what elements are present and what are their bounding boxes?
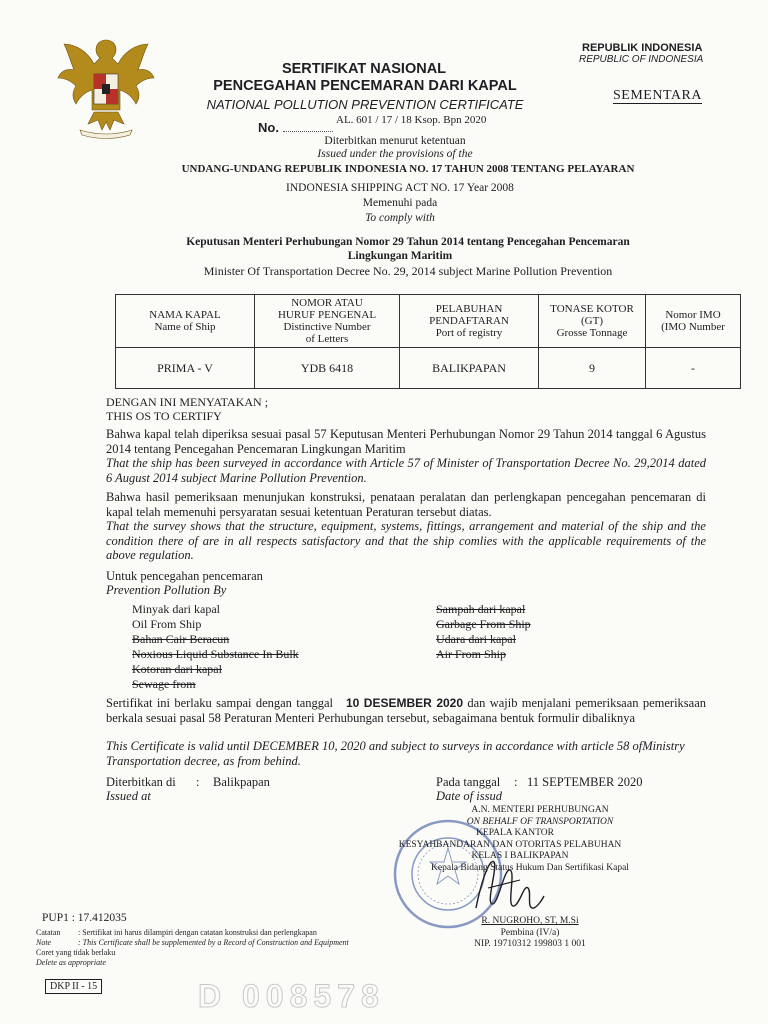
header-gross-tonnage: TONASE KOTOR (GT) Grosse Tonnage	[539, 295, 646, 348]
signature-icon	[468, 848, 548, 920]
title-line2: PENCEGAHAN PENCEMARAN DARI KAPAL	[213, 78, 517, 94]
ship-table-header-row	[116, 295, 741, 348]
status-sementara: SEMENTARA	[613, 88, 702, 103]
header-name-of-ship: NAMA KAPAL Name of Ship	[116, 295, 255, 348]
prevention-title-id: Untuk pencegahan pencemaran	[106, 569, 263, 583]
signatory-block: A.N. MENTERI PERHUBUNGAN ON BEHALF OF TRANSPORTATION KEPALA KANTOR KESYAHBANDARAN DAN OTORITAS PELABUHAN KELAS I BALIKPAPAN Kepala Bidang Status Hukum Dan Sertifikasi Kapal	[398, 805, 629, 873]
signatory-nip: NIP. 19710312 199803 1 001	[474, 939, 586, 949]
list-item: Noxious Liquid Substance In Bulk	[132, 647, 299, 661]
para1-en: That the ship has been surveyed in accordance with Article 57 of Minister of Transportation Decree No. 29,2014 dated 6 August 2014 subject Marine Pollution Prevention.	[106, 456, 706, 485]
header-imo-number: Nomor IMO (IMO Number	[646, 295, 741, 348]
republic-id: REPUBLIK INDONESIA	[582, 42, 703, 54]
signatory-name-block	[450, 916, 610, 951]
certify-line2: THIS OS TO CERTIFY	[106, 409, 222, 423]
date-value: 11 SEPTEMBER 2020	[527, 775, 643, 789]
issued-under-id: Diterbitkan menurut ketentuan	[324, 135, 466, 147]
title-en: NATIONAL POLLUTION PREVENTION CERTIFICATE	[206, 97, 524, 112]
date-label-id: Pada tanggal	[436, 775, 501, 789]
header-distinctive-number: NOMOR ATAU HURUF PENGENAL Distinctive Number of Letters	[255, 295, 400, 348]
signatory-rank: Pembina (IV/a)	[500, 927, 560, 938]
cell-distinctive-number: YDB 6418	[255, 348, 400, 389]
list-item: Sampah dari kapal	[436, 602, 526, 616]
validity-date: 10 DESEMBER 2020	[345, 696, 464, 710]
comply-en: To comply with	[365, 212, 435, 224]
serial-number: D 008578	[198, 978, 385, 1014]
title-line1: SERTIFIKAT NASIONAL	[281, 61, 447, 77]
list-item: Oil From Ship	[132, 617, 202, 631]
cell-port: BALIKPAPAN	[400, 348, 539, 389]
signatory-name: R. NUGROHO, ST, M.Si	[481, 916, 579, 926]
validity-id: Sertifikat ini berlaku sampai dengan tanggal 10 DESEMBER 2020 dan wajib menjalani pemeriksaan pemeriksaan berkala sesuai pasal 58 Peraturan Menteri Perhubungan tersebut, sebagaimana bentuk formulir dibaliknya	[106, 696, 707, 725]
ship-table	[115, 294, 741, 389]
prevention-left-list	[132, 602, 299, 692]
date-colon: :	[514, 775, 518, 789]
prevention-right-list	[436, 602, 531, 662]
cell-imo: -	[646, 348, 741, 389]
list-item: Minyak dari kapal	[132, 602, 220, 616]
list-item: Kotoran dari kapal	[132, 662, 222, 676]
cell-ship-name: PRIMA - V	[116, 348, 255, 389]
para2-en: That the survey shows that the structure, equipment, systems, fittings, arrangement and material of the ship and the condition there of are in all respects satisfactory and that the ship comlies with the applicable requirements of the above regulation.	[106, 519, 706, 562]
validity-en: This Certificate is valid until DECEMBER 10, 2020 and subject to surveys in accordance with article 58 ofMinistry Transportation decree, as from behind.	[106, 739, 685, 768]
date-label-en: Date of issud	[436, 789, 502, 803]
issued-under-en: Issued under the provisions of the	[317, 148, 473, 160]
form-code: DKP II - 15	[45, 979, 102, 994]
list-item: Udara dari kapal	[436, 632, 516, 646]
no-value: AL. 601 / 17 / 18 Ksop. Bpn 2020	[336, 114, 487, 126]
certify-line1: DENGAN INI MENYATAKAN ;	[106, 395, 269, 409]
decree-line1: Keputusan Menteri Perhubungan Nomor 29 Tahun 2014 tentang Pencegahan Pencemaran	[186, 236, 630, 248]
garuda-emblem-icon	[50, 34, 162, 142]
para1-id: Bahwa kapal telah diperiksa sesuai pasal 57 Keputusan Menteri Perhubungan Nomor 29 Tahun 2014 tanggal 6 Agustus 2014 tentang Pencegahan Pencemaran Lingkungan Maritim	[106, 427, 706, 456]
list-item: Bahan Cair Beracun	[132, 632, 230, 646]
list-item: Garbage From Ship	[436, 617, 531, 631]
act-en: INDONESIA SHIPPING ACT NO. 17 Year 2008	[286, 182, 514, 194]
republic-en: REPUBLIC OF INDONESIA	[579, 54, 704, 65]
issued-at-label-en: Issued at	[106, 789, 151, 803]
comply-id: Memenuhi pada	[362, 197, 438, 209]
no-label: No.	[258, 120, 279, 135]
act-id: UNDANG-UNDANG REPUBLIK INDONESIA NO. 17 TAHUN 2008 TENTANG PELAYARAN	[181, 163, 635, 175]
cell-tonnage: 9	[539, 348, 646, 389]
table-row	[116, 348, 741, 389]
list-item: Sewage from	[132, 677, 196, 691]
pupi-number: PUP1 : 17.412035	[42, 912, 127, 924]
decree-line2: Lingkungan Maritim	[347, 250, 453, 262]
para2-id: Bahwa hasil pemeriksaan menunjukan konstruksi, penataan peralatan dan perlengkapan pencegahan pencemaran di kapal telah memenuhi persyaratan sesuai ketentuan Peraturan tersebut diatas.	[106, 490, 706, 519]
issued-at-label-id: Diterbitkan di	[106, 775, 176, 789]
footer-notes: Catatan : Sertifikat ini harus dilampiri dengan catatan konstruksi dan perlengkapan Note : This Certificate shall be supplemented by a Record of Construction and Equipment Coret yang tidak berlaku Delete as appropriate	[36, 928, 349, 967]
header-port-of-registry: PELABUHAN PENDAFTARAN Port of registry	[400, 295, 539, 348]
no-dotted-line	[283, 131, 333, 132]
prevention-title-en: Prevention Pollution By	[106, 583, 227, 597]
issued-at-colon: :	[196, 775, 200, 789]
decree-en: Minister Of Transportation Decree No. 29, 2014 subject Marine Pollution Prevention	[203, 264, 613, 278]
issued-at-value: Balikpapan	[213, 775, 270, 789]
list-item: Air From Ship	[436, 647, 507, 661]
